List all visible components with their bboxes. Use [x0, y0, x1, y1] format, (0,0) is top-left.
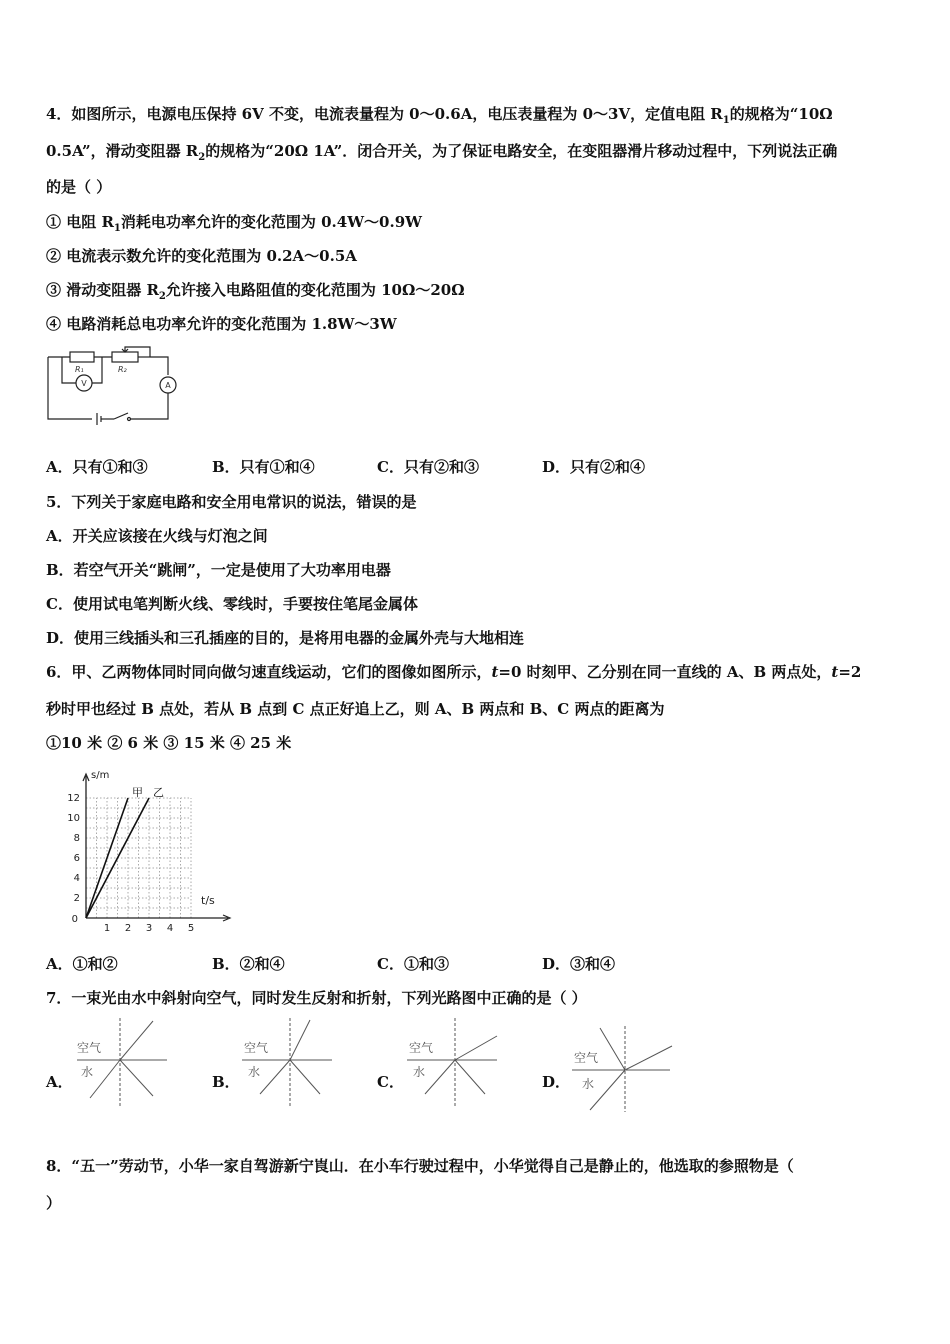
q7-diagram-d[interactable] — [570, 1018, 675, 1113]
y-tick-label: 8 — [73, 833, 80, 844]
q7-option-a[interactable]: A． — [46, 1073, 73, 1091]
q4-line2: 0.5A”，滑动变阻器 $R_2$的规格为“20Ω 1A”．闭合开关，为了保证电路安全，在变阻器滑片移动过程中，下列说法正确 — [46, 142, 838, 163]
q4-line3: 的是（ ） — [46, 178, 112, 196]
q7-diagram-a[interactable] — [75, 1018, 170, 1108]
y-axis-label: s/m — [91, 770, 110, 781]
q5-option-b[interactable]: B．若空气开关“跳闸”，一定是使用了大功率用电器 — [46, 561, 391, 579]
series-label-2: 乙 — [153, 786, 164, 799]
q6-option-a[interactable]: A．①和② — [46, 955, 118, 973]
voltmeter-label: V — [81, 379, 87, 388]
water-label: 水 — [248, 1065, 261, 1079]
ammeter-label: A — [165, 381, 171, 390]
q4-line1: 4．如图所示，电源电压保持 6V 不变，电流表量程为 0～0.6A，电压表量程为 0～3V，定值电阻 $R_1$的规格为“10Ω — [46, 105, 833, 126]
q7-option-b[interactable]: B． — [212, 1073, 240, 1091]
y-tick-label: 2 — [73, 893, 80, 904]
q8-line1: 8．“五一”劳动节，小华一家自驾游新宁崀山．在小车行驶过程中，小华觉得自己是静止的，他选取的参照物是（ — [46, 1157, 794, 1175]
air-label: 空气 — [77, 1041, 102, 1055]
q4-option-c[interactable]: C．只有②和③ — [377, 458, 479, 476]
q6-line1: 6．甲、乙两物体同时同向做匀速直线运动，它们的图像如图所示，t=0 时刻甲、乙分别在同一直线的 A、B 两点处，t=2 — [46, 663, 862, 681]
q5-option-d[interactable]: D．使用三线插头和三孔插座的目的，是将用电器的金属外壳与大地相连 — [46, 629, 525, 647]
q4-statement-3: ③ 滑动变阻器 $R_2$允许接入电路阻值的变化范围为 10Ω～20Ω — [46, 281, 465, 302]
x-tick-label: 3 — [145, 923, 153, 934]
water-label: 水 — [582, 1077, 595, 1091]
circuit-diagram — [40, 345, 190, 430]
q5-option-c[interactable]: C．使用试电笔判断火线、零线时，手要按住笔尾金属体 — [46, 595, 418, 613]
q5-option-a[interactable]: A．开关应该接在火线与灯泡之间 — [46, 527, 268, 545]
air-label: 空气 — [244, 1041, 269, 1055]
q5-stem: 5．下列关于家庭电路和安全用电常识的说法，错误的是 — [46, 493, 417, 511]
x-tick-label: 2 — [124, 923, 132, 934]
q6-choices: ①10 米 ② 6 米 ③ 15 米 ④ 25 米 — [46, 734, 292, 752]
water-label: 水 — [81, 1065, 94, 1079]
x-tick-label: 4 — [166, 923, 174, 934]
q4-statement-1: ① 电阻 $R_1$消耗电功率允许的变化范围为 0.4W～0.9W — [46, 213, 422, 234]
resistor-r2 — [112, 352, 138, 362]
q7-option-c[interactable]: C． — [377, 1073, 404, 1091]
q4-option-b[interactable]: B．只有①和④ — [212, 458, 315, 476]
q4-option-d[interactable]: D．只有②和④ — [542, 458, 646, 476]
r1-label: R₁ — [75, 365, 84, 374]
q7-option-d[interactable]: D． — [542, 1073, 571, 1091]
origin-label: 0 — [71, 914, 78, 925]
r2-label: R₂ — [118, 365, 127, 374]
air-label: 空气 — [409, 1041, 434, 1055]
st-chart — [60, 768, 235, 938]
y-tick-label: 12 — [67, 793, 80, 804]
x-tick-label: 5 — [187, 923, 195, 934]
x-axis-label: t/s — [201, 894, 215, 907]
y-tick-label: 10 — [67, 813, 80, 824]
series-label-1: 甲 — [132, 786, 143, 799]
q4-statement-2: ② 电流表示数允许的变化范围为 0.2A～0.5A — [46, 247, 357, 265]
resistor-r1 — [70, 352, 94, 362]
q7-diagram-b[interactable] — [240, 1018, 335, 1108]
q6-option-d[interactable]: D．③和④ — [542, 955, 616, 973]
y-tick-label: 4 — [73, 873, 80, 884]
q7-stem: 7．一束光由水中斜射向空气，同时发生反射和折射，下列光路图中正确的是（ ） — [46, 989, 587, 1007]
q6-option-b[interactable]: B．②和④ — [212, 955, 285, 973]
q4-option-a[interactable]: A．只有①和③ — [46, 458, 148, 476]
chart-grid — [86, 798, 191, 918]
q8-line2: ） — [46, 1194, 62, 1212]
y-tick-label: 6 — [73, 853, 80, 864]
water-label: 水 — [413, 1065, 426, 1079]
q4-statement-4: ④ 电路消耗总电功率允许的变化范围为 1.8W～3W — [46, 315, 397, 333]
q6-line2: 秒时甲也经过 B 点处，若从 B 点到 C 点正好追上乙，则 A、B 两点和 B、C 两点的距离为 — [46, 700, 665, 718]
x-tick-label: 1 — [103, 923, 111, 934]
air-label: 空气 — [574, 1051, 599, 1065]
q6-option-c[interactable]: C．①和③ — [377, 955, 449, 973]
switch — [114, 413, 128, 419]
q7-diagram-c[interactable] — [405, 1018, 500, 1108]
